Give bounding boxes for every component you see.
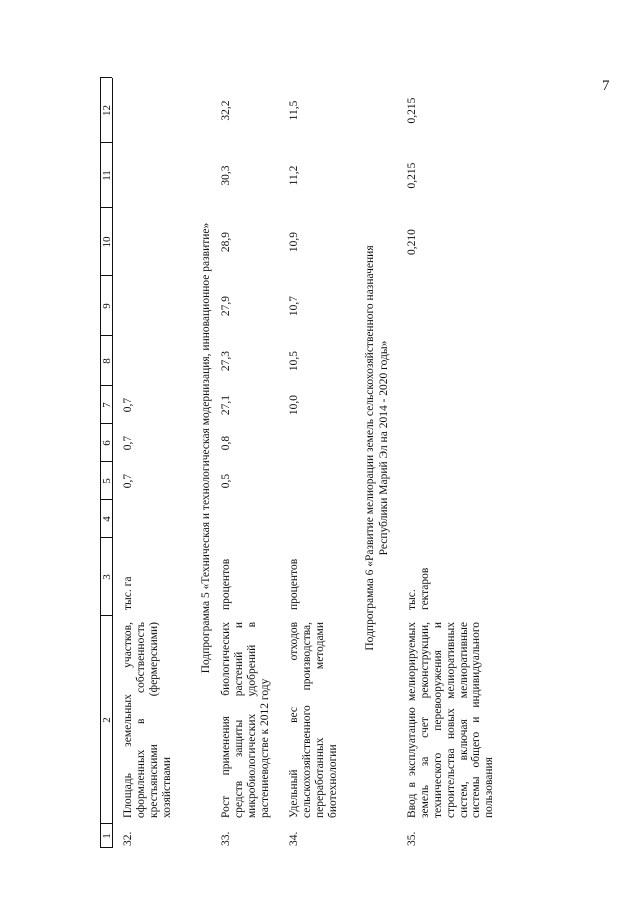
column-header: 4 [101,516,113,522]
column-header: 2 [101,717,113,723]
value-cell: 11,2 [288,165,300,186]
column-header: 12 [101,105,113,116]
row-unit: тыс. га [122,576,134,610]
row-unit: процентов [288,558,300,610]
value-cell: 0,8 [220,435,232,451]
value-cell: 0,7 [122,435,134,451]
value-cell: 28,9 [220,231,232,253]
row-unit: процентов [220,558,232,610]
row-number: 32. [122,831,134,846]
value-cell: 0,5 [220,473,232,489]
value-cell: 0,215 [406,162,418,189]
column-header: 6 [101,440,113,446]
column-header: 7 [101,402,113,408]
subprogram-6-title-line-1: Подпрограмма 6 «Развитие мелиорации земель сельскохозяйственного назначения [364,245,376,651]
row-number: 33. [220,831,232,846]
value-cell: 32,2 [220,100,232,121]
column-header: 5 [101,478,113,484]
value-cell: 11,5 [288,100,300,121]
column-header: 11 [101,170,113,181]
value-cell: 0,210 [406,229,418,255]
value-cell: 0,215 [406,97,418,124]
subprogram-5-title: Подпрограмма 5 «Техническая и технологическая модернизация, инновационное развитие» [200,222,212,674]
value-cell: 10,7 [288,295,300,317]
row-unit: тыс. гектаров [406,567,431,610]
value-cell: 10,9 [288,231,300,253]
value-cell: 27,1 [220,394,232,416]
subprogram-6-title-line-2: Республики Марий Эл на 2014 - 2020 годы» [378,340,390,556]
row-number: 34. [288,831,300,846]
value-cell: 27,3 [220,350,232,372]
column-header: 1 [101,833,113,839]
column-header: 10 [101,236,113,248]
row-indicator-name: Рост применения биологических средств защиты растений и микробиологических удобрений в растениеводстве к 2012 году [220,622,271,818]
row-indicator-name: Удельный вес отходов сельскохозяйственного производства, переработанных методами биотехнологии [288,622,339,818]
row-indicator-name: Ввод в эксплуатацию мелиорируемых земель за счет реконструкции, технического перевооружения и строительства новых мелиоративных систем, включая мелиоративные системы общего и индивидуального пользования [406,622,496,818]
indicator-table [100,48,530,848]
value-cell: 27,9 [220,295,232,317]
row-number: 35. [406,831,418,846]
value-cell: 10,0 [288,394,300,416]
row-indicator-name: Площадь земельных участков, оформленных в собственность крестьянскими (фермерскими) хозяйствами [122,622,173,818]
value-cell: 30,3 [220,165,232,186]
value-cell: 10,5 [288,350,300,372]
column-header: 9 [101,303,113,309]
value-cell: 0,7 [122,473,134,489]
page-number: 7 [602,78,610,94]
column-header: 8 [101,358,113,364]
value-cell: 0,7 [122,397,134,413]
column-header: 3 [101,574,113,580]
